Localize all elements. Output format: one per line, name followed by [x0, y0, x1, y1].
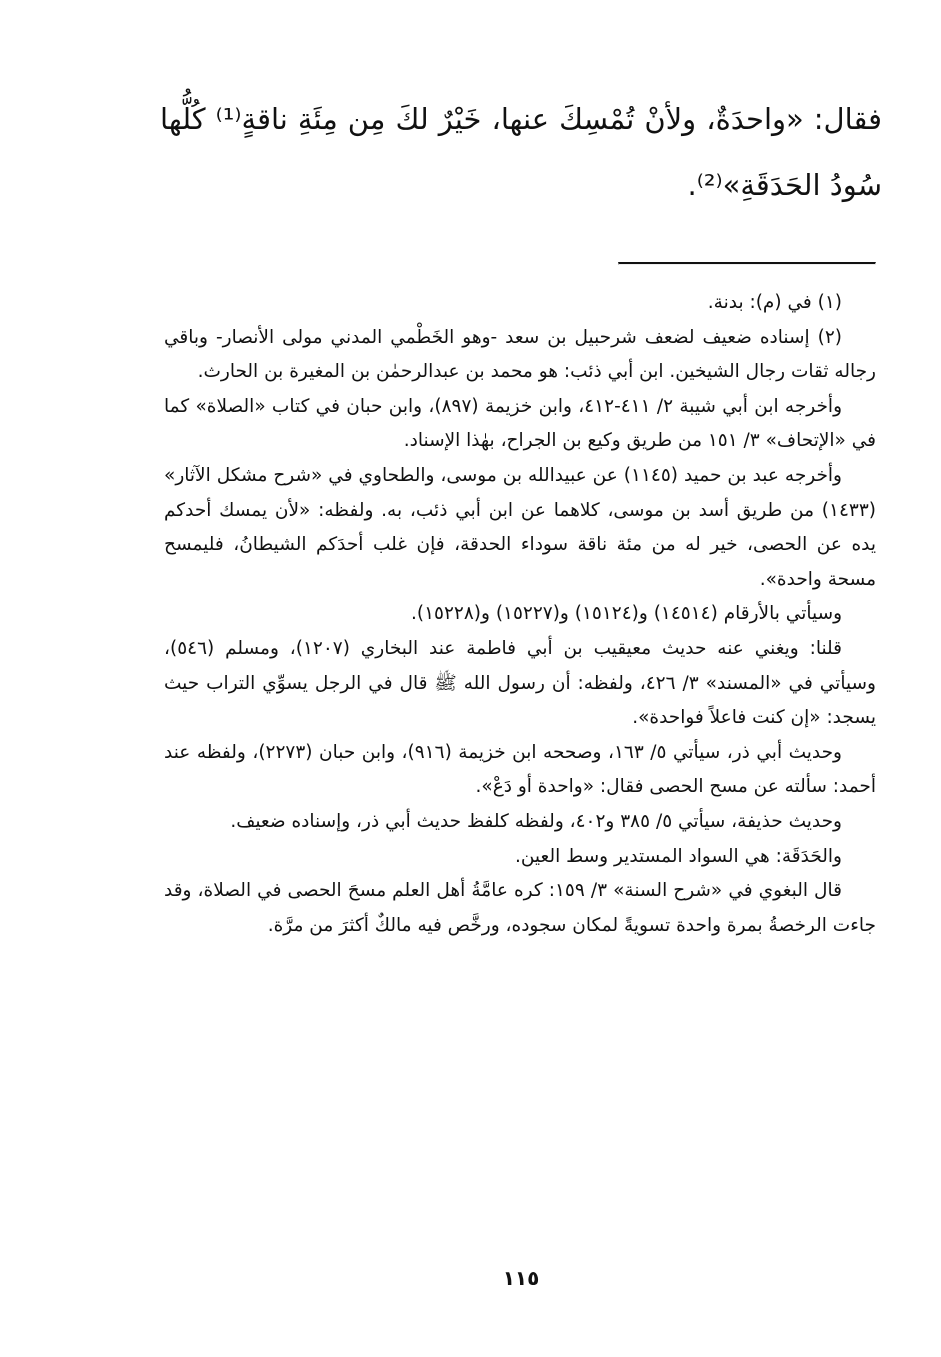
- footnote-2: (٢) إسناده ضعيف لضعف شرحبيل بن سعد -وهو الخَطْمي المدني مولى الأنصار- وباقي رجاله ثقات رجال الشيخين. ابن أبي ذئب: هو محمد بن عبدالرحمٰن بن المغيرة بن الحارث.: [164, 326, 876, 383]
- footnote-2-para-9: قال البغوي في «شرح السنة» ٣/ ١٥٩: كره عامَّةُ أهل العلم مسحَ الحصى في الصلاة، وقد جاءت الرخصةُ بمرة واحدة تسويةً لمكان سجوده، ورخَّص فيه مالكٌ أكثرَ من مرَّة.: [164, 880, 876, 936]
- page-number: ١١٥: [502, 1266, 540, 1290]
- footnote-2-para-5: قلنا: ويغني عنه حديث معيقيب بن أبي فاطمة عند البخاري (١٢٠٧)، ومسلم (٥٤٦)، وسيأتي في «المسند» ٣/ ٤٢٦، ولفظه: أن رسول الله ﷺ قال في الرجل يسوِّي التراب حيث يسجد: «إن كنت فاعلاً فواحدة».: [164, 637, 876, 729]
- footnote-2-para-6: وحديث أبي ذر، سيأتي ٥/ ١٦٣، وصححه ابن خزيمة (٩١٦)، وابن حبان (٢٢٧٣)، ولفظه عند أحمد: سألته عن مسح الحصى فقال: «واحدة أو دَعْ».: [164, 741, 876, 798]
- footnote-2-para-7: وحديث حذيفة، سيأتي ٥/ ٣٨٥ و٤٠٢، ولفظه كلفظ حديث أبي ذر، وإسناده ضعيف.: [230, 810, 842, 832]
- footnote-2-para-8: والحَدَقَة: هي السواد المستدير وسط العين.: [514, 845, 842, 867]
- footnote-separator: [618, 262, 876, 265]
- footnote-2-para-2: وأخرجه ابن أبي شيبة ٢/ ٤١١-٤١٢، وابن خزيمة (٨٩٧)، وابن حبان في كتاب «الصلاة» كما في «الإتحاف» ٣/ ١٥١ من طريق وكيع بن الجراح، بهٰذا الإسناد.: [164, 395, 876, 452]
- footnotes: [164, 286, 876, 943]
- main-text: فقال: «واحدَةٌ، ولأنْ تُمْسِكَ عنها، خَيْرٌ لكَ مِن مِئَةِ ناقةٍ⁽¹⁾ كُلُّها سُودُ الحَدَقَةِ»⁽²⁾.: [160, 102, 882, 202]
- footnote-2-para-4: وسيأتي بالأرقام (١٤٥١٤) و(١٥١٢٤) و(١٥٢٢٧) و(١٥٢٢٨).: [410, 603, 842, 625]
- footnote-2-para-3: وأخرجه عبد بن حميد (١١٤٥) عن عبيدالله بن موسى، والطحاوي في «شرح مشكل الآثار» (١٤٣٣) من طريق أسد بن موسى، كلاهما عن ابن أبي ذئب، به. ولفظه: «لأن يمسك أحدكم يده عن الحصى، خير له من مئة ناقة سوداء الحدقة، فإن غلب أحدَكم الشيطانُ، فليمسح مسحة واحدة».: [164, 464, 876, 590]
- footnote-1: (١) في (م): بدنة.: [707, 292, 842, 313]
- book-page: [160, 86, 882, 1290]
